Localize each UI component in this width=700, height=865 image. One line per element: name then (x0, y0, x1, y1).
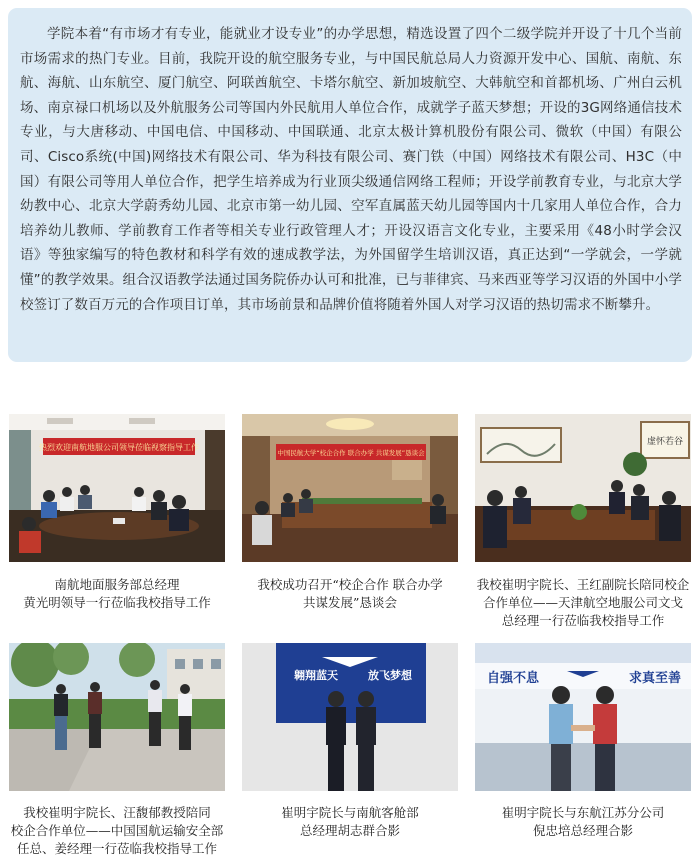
photo-6-image (475, 643, 691, 791)
caption-line: 我校崔明宇院长、王红副院长陪同校企 (476, 577, 690, 592)
photo-forum-meeting (242, 414, 458, 562)
caption-photo-6 (475, 804, 691, 840)
caption-photo-2 (242, 576, 458, 612)
photo-cabin-department (242, 643, 458, 791)
caption-line: 崔明宇院长与南航客舱部 (281, 805, 419, 820)
photo-air-china-visit (9, 643, 225, 791)
intro-paragraph: 学院本着“有市场才有专业，能就业才设专业”的办学思想，精选设置了四个二级学院并开设了十几个当前市场需求的热门专业。目前，我院开设的航空服务专业，与中国民航总局人力资源开发中心、国航、南航、东航、海航、山东航空、厦门航空、阿联酋航空、卡塔尔航空、新加坡航空、大韩航空和首都机场、广州白云机场、南京禄口机场以及外航服务公司等国内外民航用人单位合作，成就学子蓝天梦想；开设的3G网络通信技术专业，与大唐移动、中国电信、中国移动、中国联通、北京太极计算机股份有限公司、微软（中国）有限公司、Cisco系统(中国)网络技术有限公司、华为科技有限公司、赛门铁（中国）网络技术有限公司、H3C（中国）有限公司等用人单位合作，把学生培养成为行业顶尖级通信网络工程师；开设学前教育专业，与北京大学幼教中心、北京大学蔚秀幼儿园、北京市第一幼儿园、空军直属蓝天幼儿园等国内十几家用人单位合作，合力培养幼儿教师、学前教育工作者等相关专业行政管理人才；开设汉语言文化专业，主要采用《48小时学会汉语》等独家编写的特色教材和科学有效的速成教学法，为外国留学生培训汉语，真正达到“一学就会，一学就懂”的教学效果。组合汉语教学法通过国务院侨办认可和批准，已与菲律宾、马来西亚等学习汉语的外国中小学校签订了数百万元的合作项目订单，其市场前景和品牌价值将随着外国人对学习汉语的热切需求不断攀升。 (20, 26, 682, 313)
caption-line: 我校成功召开“校企合作 联合办学 (257, 577, 443, 592)
caption-line: 校企合作单位——中国国航运输安全部 (10, 823, 224, 838)
caption-line: 南航地面服务部总经理 (54, 577, 180, 592)
photo-5-wall-left: 翱翔蓝天 (294, 669, 338, 682)
photo-eastern-jiangsu (475, 643, 691, 791)
photo-1-image (9, 414, 225, 562)
caption-photo-1 (9, 576, 225, 612)
caption-line: 总经理胡志群合影 (299, 823, 400, 838)
caption-photo-5 (242, 804, 458, 840)
photo-6-wall-right: 求真至善 (628, 671, 682, 686)
caption-line: 合作单位——天津航空地服公司文戈 (482, 595, 683, 610)
caption-photo-4 (3, 804, 231, 858)
photo-3-calligraphy: 虚怀若谷 (646, 437, 684, 447)
intro-panel (8, 8, 692, 362)
photo-3-image (475, 414, 691, 562)
photo-tianjin-airlines-visit (475, 414, 691, 562)
photo-2-banner: 中国民航大学“校企合作 联合办学 共谋发展”恳谈会 (277, 449, 425, 457)
caption-line: 黄光明领导一行莅临我校指导工作 (23, 595, 211, 610)
photo-1-banner: 热烈欢迎南航地服公司领导莅临视察指导工作 (39, 443, 199, 452)
caption-line: 共谋发展”恳谈会 (303, 595, 397, 610)
photo-2-image (242, 414, 458, 562)
photo-6-wall-left: 自强不息 (486, 671, 540, 686)
caption-line: 总经理一行莅临我校指导工作 (501, 613, 665, 628)
photo-4-image (9, 643, 225, 791)
caption-line: 崔明宇院长与东航江苏分公司 (501, 805, 665, 820)
caption-line: 任总、姜经理一行莅临我校指导工作 (16, 841, 217, 856)
caption-line: 我校崔明宇院长、汪馥郁教授陪同 (23, 805, 211, 820)
photo-5-wall-right: 放飞梦想 (368, 669, 412, 682)
photo-nanhang-ground-visit (9, 414, 225, 562)
photo-5-image (242, 643, 458, 791)
caption-line: 倪忠培总经理合影 (532, 823, 633, 838)
caption-photo-3 (469, 576, 697, 630)
